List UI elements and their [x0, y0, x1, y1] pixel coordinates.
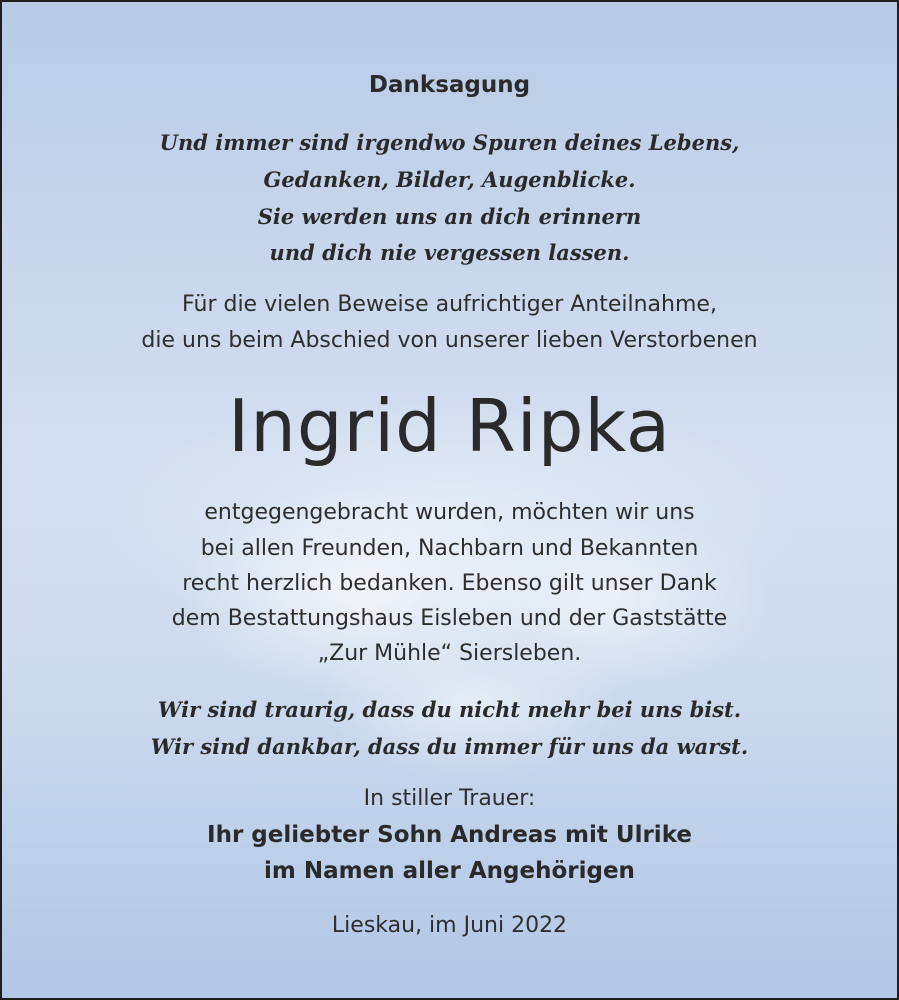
mourning-intro: In stiller Trauer:: [363, 786, 536, 811]
title: Danksagung: [368, 72, 531, 98]
thanks-line: „Zur Mühle“ Siersleben.: [317, 641, 582, 666]
intro-line: die uns beim Abschied von unserer lieben Verstorbenen: [141, 328, 758, 353]
poem-top-line: Gedanken, Bilder, Augenblicke.: [263, 167, 636, 192]
place-date: Lieskau, im Juni 2022: [331, 913, 568, 938]
signatory-line: im Namen aller Angehörigen: [264, 858, 635, 884]
thanks-line: recht herzlich bedanken. Ebenso gilt unser Dank: [182, 571, 717, 596]
poem-top-line: Und immer sind irgendwo Spuren deines Lebens,: [159, 130, 740, 155]
poem-top-line: und dich nie vergessen lassen.: [269, 240, 630, 265]
intro-line: Für die vielen Beweise aufrichtiger Anteilnahme,: [182, 292, 717, 317]
poem-top-line: Sie werden uns an dich erinnern: [257, 204, 642, 229]
thanks-line: dem Bestattungshaus Eisleben und der Gaststätte: [171, 606, 728, 631]
deceased-name: Ingrid Ripka: [227, 384, 672, 468]
thanks-line: entgegengebracht wurden, möchten wir uns: [204, 500, 695, 525]
thanks-line: bei allen Freunden, Nachbarn und Bekannten: [200, 536, 699, 561]
poem-bottom-line: Wir sind dankbar, dass du immer für uns da warst.: [150, 734, 749, 759]
signatory-line: Ihr geliebter Sohn Andreas mit Ulrike: [207, 822, 692, 848]
poem-bottom-line: Wir sind traurig, dass du nicht mehr bei uns bist.: [157, 697, 742, 722]
